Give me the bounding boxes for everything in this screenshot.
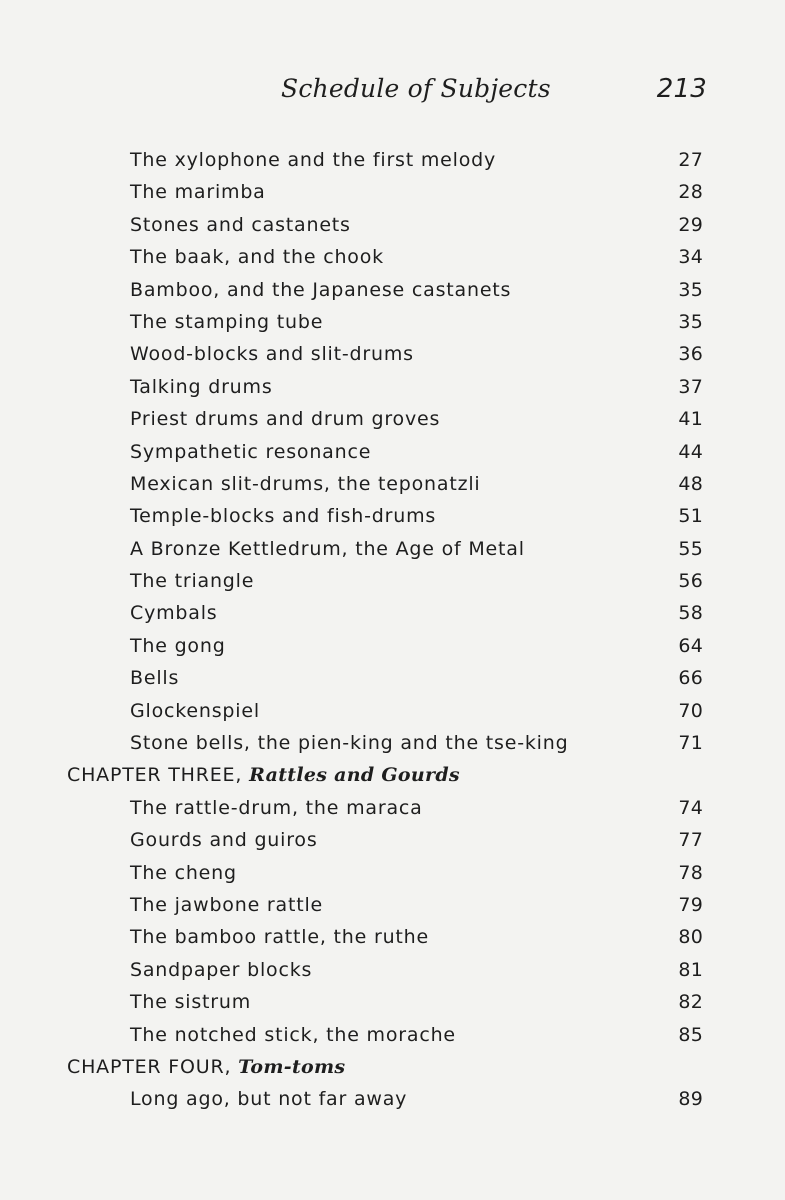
entry-label: Long ago, but not far away xyxy=(130,1088,408,1111)
entry-label: Temple-blocks and fish-drums xyxy=(130,505,437,528)
contents-entry xyxy=(0,727,785,759)
contents-entry xyxy=(0,306,785,338)
contents-entry xyxy=(0,857,785,889)
entry-label: The gong xyxy=(130,634,226,657)
entry-page: 77 xyxy=(678,829,703,852)
entry-page: 34 xyxy=(678,246,703,269)
entry-page: 74 xyxy=(678,796,703,819)
entry-page: 44 xyxy=(678,440,703,463)
entry-label: The jawbone rattle xyxy=(130,893,324,916)
contents-entry xyxy=(0,792,785,824)
entry-page: 27 xyxy=(678,149,703,171)
contents-entry xyxy=(0,662,785,694)
entry-label: The baak, and the chook xyxy=(130,246,384,269)
entry-label: Wood-blocks and slit-drums xyxy=(130,343,414,366)
entry-label: Glockenspiel xyxy=(130,699,260,722)
entry-label: The stamping tube xyxy=(130,310,324,333)
entry-page: 48 xyxy=(678,472,703,495)
entry-page: 36 xyxy=(678,343,703,366)
contents-entry xyxy=(0,889,785,921)
contents-entry xyxy=(0,241,785,273)
entry-page: 28 xyxy=(678,181,703,204)
contents-entry xyxy=(0,436,785,468)
entry-page: 80 xyxy=(678,926,703,949)
entry-label: The notched stick, the morache xyxy=(130,1023,456,1046)
chapter-title: Rattles and Gourds xyxy=(249,764,460,787)
contents-entry xyxy=(0,921,785,953)
entry-page: 70 xyxy=(678,699,703,722)
entry-page: 35 xyxy=(678,310,703,333)
contents-entry xyxy=(0,533,785,565)
entry-page: 71 xyxy=(678,732,703,755)
contents-entry xyxy=(0,954,785,986)
contents-entry xyxy=(0,695,785,727)
contents-entry xyxy=(0,1083,785,1115)
entry-label: Sympathetic resonance xyxy=(130,440,372,463)
entry-page: 37 xyxy=(678,375,703,398)
chapter-number: CHAPTER THREE, xyxy=(67,764,243,787)
contents-entry xyxy=(0,144,785,176)
entry-label: Mexican slit-drums, the teponatzli xyxy=(130,472,481,495)
entry-label: Stone bells, the pien-king and the tse-king xyxy=(130,732,569,755)
entry-label: Gourds and guiros xyxy=(130,829,318,852)
contents-entry xyxy=(0,630,785,662)
entry-page: 64 xyxy=(678,634,703,657)
running-head-title: Schedule of Subjects xyxy=(281,74,551,103)
entry-label: The marimba xyxy=(130,181,266,204)
entry-label: The cheng xyxy=(130,861,237,884)
entry-page: 89 xyxy=(678,1088,703,1111)
entry-label: The bamboo rattle, the ruthe xyxy=(130,926,429,949)
contents-list xyxy=(0,144,785,1116)
chapter-title: Tom-toms xyxy=(238,1055,346,1078)
entry-label: Sandpaper blocks xyxy=(130,958,313,981)
entry-label: Bells xyxy=(130,667,180,690)
entry-label: A Bronze Kettledrum, the Age of Metal xyxy=(130,537,525,560)
entry-page: 41 xyxy=(678,408,703,431)
entry-page: 81 xyxy=(678,958,703,981)
entry-page: 79 xyxy=(678,893,703,916)
contents-entry xyxy=(0,371,785,403)
entry-label: The sistrum xyxy=(130,991,252,1014)
entry-page: 58 xyxy=(678,602,703,625)
contents-entry xyxy=(0,209,785,241)
entry-page: 51 xyxy=(678,505,703,528)
contents-entry xyxy=(0,565,785,597)
contents-entry xyxy=(0,403,785,435)
chapter-heading-text xyxy=(67,759,460,791)
entry-label: The triangle xyxy=(130,570,255,593)
entry-label: The xylophone and the first melody xyxy=(130,149,497,171)
entry-label: Priest drums and drum groves xyxy=(130,408,441,431)
contents-entry xyxy=(0,597,785,629)
entry-page: 35 xyxy=(678,278,703,301)
contents-entry xyxy=(0,500,785,532)
page-number: 213 xyxy=(656,74,707,104)
chapter-number: CHAPTER FOUR, xyxy=(67,1055,232,1078)
chapter-heading xyxy=(0,1051,785,1083)
entry-page: 56 xyxy=(678,570,703,593)
contents-entry xyxy=(0,338,785,370)
running-head xyxy=(0,74,785,114)
contents-entry xyxy=(0,824,785,856)
chapter-heading-text xyxy=(67,1051,345,1083)
entry-page: 29 xyxy=(678,213,703,236)
entry-page: 66 xyxy=(678,667,703,690)
contents-entry xyxy=(0,176,785,208)
entry-page: 82 xyxy=(678,991,703,1014)
entry-page: 55 xyxy=(678,537,703,560)
entry-label: Talking drums xyxy=(130,375,273,398)
chapter-heading xyxy=(0,759,785,791)
entry-label: The rattle-drum, the maraca xyxy=(130,796,423,819)
contents-entry xyxy=(0,1019,785,1051)
contents-entry xyxy=(0,468,785,500)
contents-entry xyxy=(0,986,785,1018)
entry-label: Cymbals xyxy=(130,602,218,625)
contents-entry xyxy=(0,274,785,306)
entry-label: Bamboo, and the Japanese castanets xyxy=(130,278,512,301)
entry-label: Stones and castanets xyxy=(130,213,351,236)
entry-page: 85 xyxy=(678,1023,703,1046)
entry-page: 78 xyxy=(678,861,703,884)
